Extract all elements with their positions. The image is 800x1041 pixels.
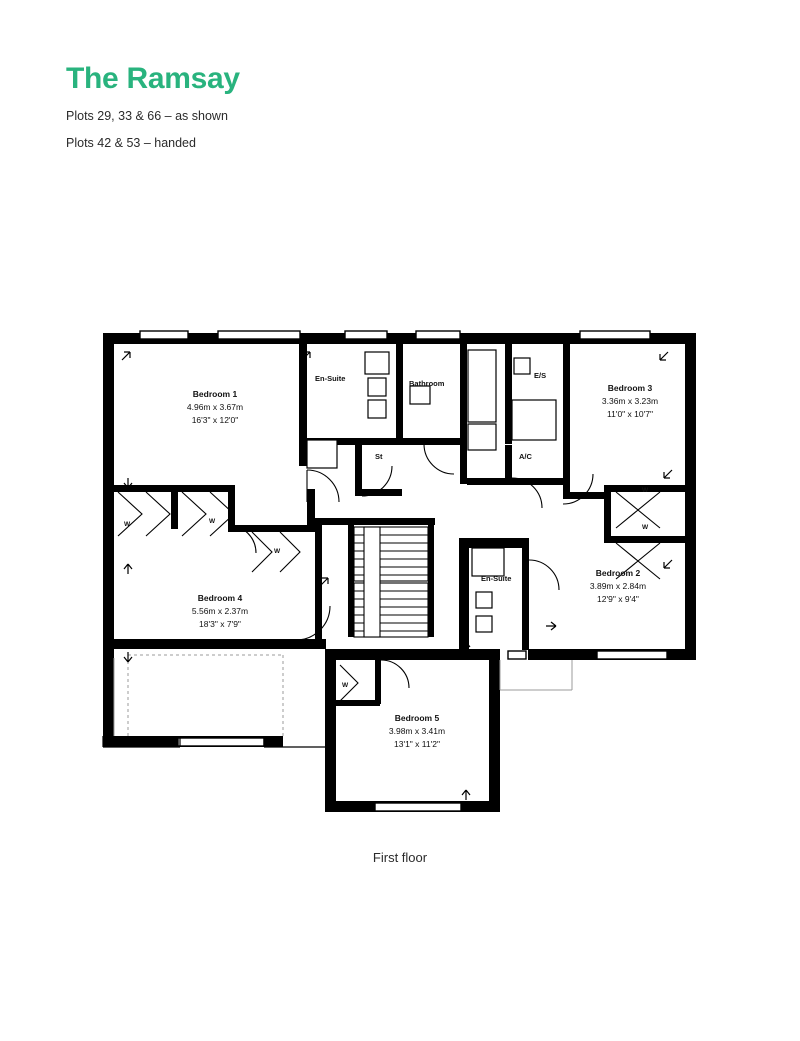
wardrobe-label: W	[642, 487, 649, 494]
room-metric: 4.96m x 3.67m	[186, 401, 244, 412]
room-label-bedroom-5	[352, 712, 482, 750]
room-label-bedroom-4	[155, 592, 285, 630]
wardrobe-label: W	[209, 518, 216, 525]
room-label-bedroom-2	[553, 567, 683, 605]
room-imperial: 16'3" x 12'0"	[191, 414, 239, 425]
room-label-store: St	[375, 452, 383, 461]
room-name: Bedroom 4	[197, 593, 243, 603]
room-metric: 3.89m x 2.84m	[589, 580, 647, 591]
room-metric: 3.36m x 3.23m	[601, 395, 659, 406]
room-label-ensuite-top-right: E/S	[534, 371, 547, 380]
room-label-ensuite-1: En-Suite	[315, 374, 346, 383]
room-label-ensuite-2: En-Suite	[481, 574, 512, 583]
room-imperial: 18'3" x 7'9"	[199, 618, 241, 629]
room-name: Bedroom 3	[607, 383, 653, 393]
room-name: Bedroom 5	[394, 713, 440, 723]
staircase	[354, 527, 428, 637]
room-metric: 3.98m x 3.41m	[388, 725, 446, 736]
wardrobe-label: W	[342, 682, 349, 689]
page-title: The Ramsay	[66, 62, 240, 95]
room-imperial: 13'1" x 11'2"	[394, 738, 440, 749]
room-name: Bedroom 1	[192, 389, 238, 399]
room-imperial: 11'0" x 10'7"	[607, 408, 653, 419]
plots-as-shown-text: Plots 29, 33 & 66 – as shown	[66, 109, 228, 123]
room-metric: 5.56m x 2.37m	[191, 605, 249, 616]
wardrobe-label: W	[274, 548, 281, 555]
floor-caption: First floor	[372, 850, 428, 865]
room-label-airing-cupboard: A/C	[519, 452, 532, 461]
room-label-bedroom-1	[150, 388, 280, 426]
room-label-bedroom-3	[565, 382, 695, 420]
room-label-bathroom: Bathroom	[409, 379, 445, 388]
plots-handed-text: Plots 42 & 53 – handed	[66, 136, 196, 150]
wardrobe-label: W	[124, 521, 131, 528]
room-name: Bedroom 2	[595, 568, 641, 578]
room-imperial: 12'9" x 9'4"	[597, 593, 639, 604]
wardrobe-label: W	[642, 524, 649, 531]
